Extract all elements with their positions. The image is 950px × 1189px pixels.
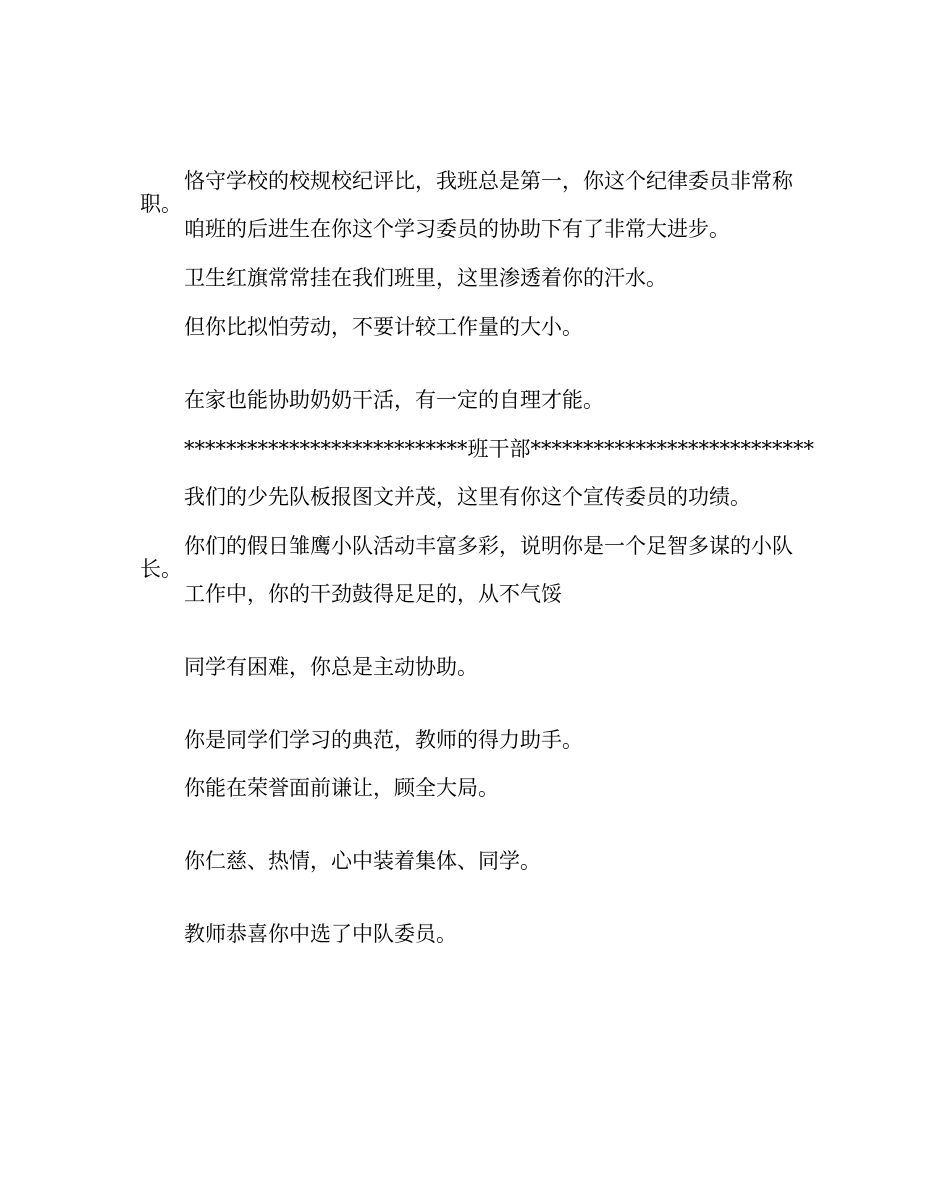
paragraph-kindness: 你仁慈、热情，心中装着集体、同学。	[184, 849, 541, 873]
paragraph-home: 在家也能协助奶奶干活，有一定的自理才能。	[184, 388, 604, 412]
paragraph-labor: 但你比拟怕劳动，不要计较工作量的大小。	[184, 315, 583, 339]
paragraph-discipline: 恪守学校的校规校纪评比，我班总是第一，你这个纪律委员非常称职。	[140, 169, 793, 216]
paragraph-study: 咱班的后进生在你这个学习委员的协助下有了非常大进步。	[184, 217, 730, 241]
paragraph-honor: 你能在荣誉面前谦让，顾全大局。	[184, 776, 499, 800]
section-divider-class-cadre: ***************************班干部***************************	[184, 437, 814, 461]
paragraph-work: 工作中，你的干劲鼓得足足的，从不气馁	[184, 582, 562, 606]
paragraph-help: 同学有困难，你总是主动协助。	[184, 655, 478, 679]
paragraph-propaganda: 我们的少先队板报图文并茂，这里有你这个宣传委员的功绩。	[184, 485, 751, 509]
paragraph-hygiene: 卫生红旗常常挂在我们班里，这里渗透着你的汗水。	[184, 266, 667, 290]
paragraph-election: 教师恭喜你中选了中队委员。	[184, 922, 457, 946]
paragraph-example: 你是同学们学习的典范，教师的得力助手。	[184, 728, 583, 752]
paragraph-squad-leader: 你们的假日雏鹰小队活动丰富多彩，说明你是一个足智多谋的小队长。	[140, 534, 793, 581]
